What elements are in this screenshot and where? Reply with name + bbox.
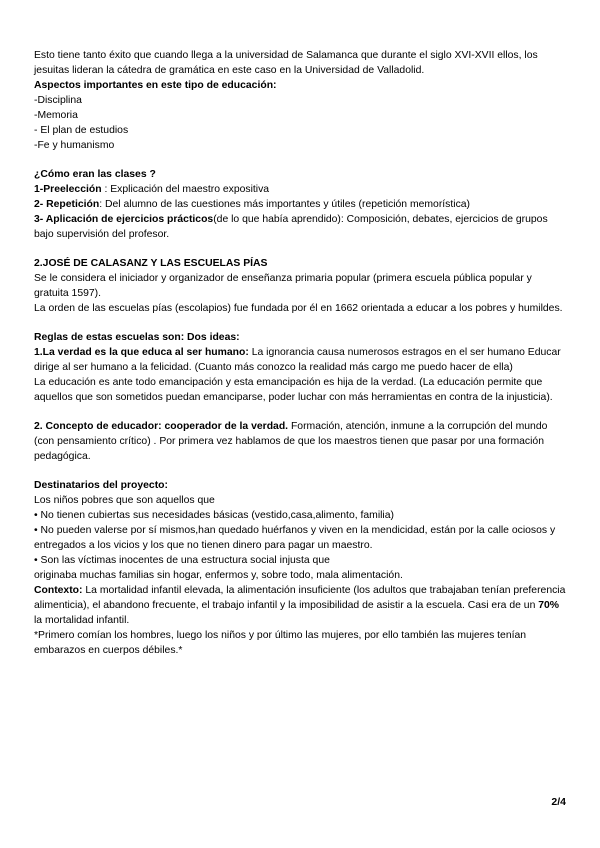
recipient-bullet: • No pueden valerse por sí mismos,han quedado huérfanos y viven en la mendicidad, están por la calle ociosos y entregados a los vicios y los que no tienen dinero para pagar un maestro. xyxy=(34,525,556,551)
footnote: *Primero comían los hombres, luego los niños y por último las mujeres, por ello también las mujeres tenían embarazos en cuerpos débiles.* xyxy=(34,630,527,656)
spacer xyxy=(34,464,566,478)
classes-heading: ¿Cómo eran las clases ? xyxy=(34,169,156,180)
context-paragraph xyxy=(34,583,566,628)
rules-heading: Reglas de estas escuelas son: Dos ideas: xyxy=(34,332,240,343)
rule-2 xyxy=(34,419,566,464)
rule-1-text: La ignorancia causa numerosos estragos en el ser humano Educar dirige al ser humano a la felicidad. (Cuanto más conozco la realidad más cargo me puedo hacer de ella) xyxy=(34,347,561,373)
aspect-item: -Fe y humanismo xyxy=(34,140,115,151)
spacer xyxy=(34,405,566,419)
page-content xyxy=(34,48,566,658)
recipient-continuation: originaba muchas familias sin hogar, enfermos y, sobre todo, mala alimentación. xyxy=(34,570,403,581)
context-text: La mortalidad infantil elevada, la alimentación insuficiente (los adultos que trabajaban tenían preferencia alimenticia), el abandono frecuente, el trabajo infantil y la imposibilidad de asistir a la escuela. Casi era de un xyxy=(34,585,566,611)
recipients-intro: Los niños pobres que son aquellos que xyxy=(34,495,215,506)
calasanz-paragraph: Se le considera el iniciador y organizador de enseñanza primaria popular (primera escuela pública popular y gratuita 1597). xyxy=(34,273,532,299)
intro-paragraph: Esto tiene tanto éxito que cuando llega a la universidad de Salamanca que durante el siglo XVI-XVII ellos, los jesuitas lideran la cátedra de gramática en este caso en la Universidad de Valladolid. xyxy=(34,50,538,76)
rule-2-title: 2. Concepto de educador: cooperador de la verdad. xyxy=(34,421,289,432)
rule-1 xyxy=(34,345,566,375)
calasanz-paragraph: La orden de las escuelas pías (escolapios) fue fundada por él en 1662 orientada a educar a los pobres y humildes. xyxy=(34,303,563,314)
aspect-item: -Disciplina xyxy=(34,95,82,106)
recipient-bullet: • No tienen cubiertas sus necesidades básicas (vestido,casa,alimento, familia) xyxy=(34,510,394,521)
class-item-text: (de lo que había aprendido): Composición, debates, ejercicios de grupos bajo supervisión del profesor. xyxy=(34,214,548,240)
spacer xyxy=(34,242,566,256)
rule-1-continuation: La educación es ante todo emancipación y esta emancipación es hija de la verdad. (La educación permite que aquellos que son sometidos puedan emanciparse, poder luchar con más herramientas en contra de la injusticia). xyxy=(34,377,553,403)
rule-2-text: Formación, atención, inmune a la corrupción del mundo (con pensamiento crítico) . Por primera vez hablamos de que los maestros tienen que pasar por una formación pedagógica. xyxy=(34,421,548,462)
aspect-item: - El plan de estudios xyxy=(34,125,129,136)
spacer xyxy=(34,316,566,330)
class-item xyxy=(34,182,566,197)
section-heading-calasanz: 2.JOSÉ DE CALASANZ Y LAS ESCUELAS PÍAS xyxy=(34,258,268,269)
class-item xyxy=(34,212,566,242)
mortality-percentage: 70% xyxy=(538,600,560,611)
class-item-text: : Del alumno de las cuestiones más importantes y útiles (repetición memorística) xyxy=(99,199,470,210)
class-item-title: 1-Preelección xyxy=(34,184,102,195)
context-label: Contexto: xyxy=(34,585,83,596)
class-item-text: : Explicación del maestro expositiva xyxy=(101,184,270,195)
recipient-bullet: • Son las víctimas inocentes de una estructura social injusta que xyxy=(34,555,330,566)
class-item-title: 2- Repetición xyxy=(34,199,100,210)
class-item xyxy=(34,197,566,212)
aspect-item: -Memoria xyxy=(34,110,78,121)
spacer xyxy=(34,153,566,167)
context-end: la mortalidad infantil. xyxy=(34,615,130,626)
class-item-title: 3- Aplicación de ejercicios prácticos xyxy=(34,214,214,225)
aspects-heading: Aspectos importantes en este tipo de educación: xyxy=(34,80,277,91)
page-number: 2/4 xyxy=(551,796,566,808)
rule-1-title: 1.La verdad es la que educa al ser humano: xyxy=(34,347,249,358)
recipients-heading: Destinatarios del proyecto: xyxy=(34,480,168,491)
